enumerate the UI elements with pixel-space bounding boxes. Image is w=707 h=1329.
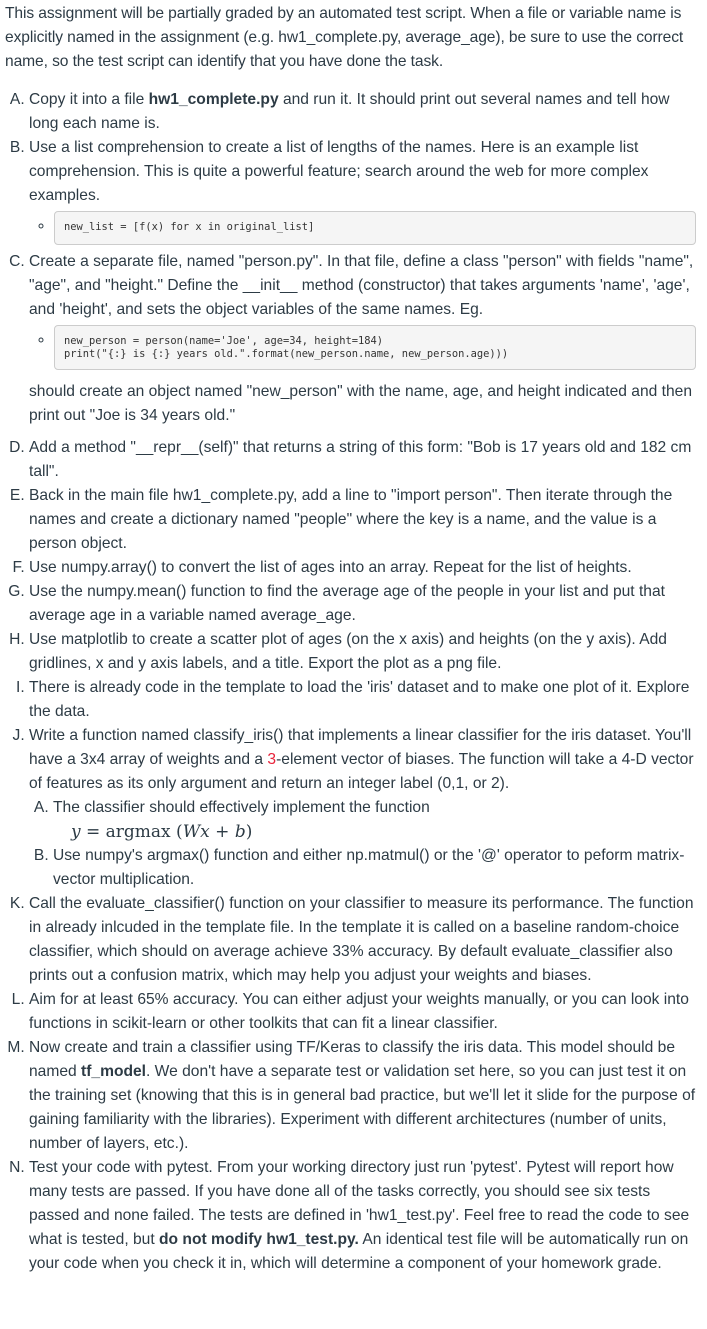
task-j-sub-b-text: Use numpy's argmax() function and either np.matmul() or the '@' operator to peform matrix-vector multiplication. bbox=[53, 847, 685, 888]
task-m bbox=[29, 1036, 696, 1156]
equation-argmax: = argmax ( bbox=[80, 822, 183, 842]
task-e bbox=[29, 484, 696, 556]
equation-y: y bbox=[71, 822, 81, 842]
task-j-text-post: -element vector of biases. The function will take a 4-D vector of features as its only argument and return an integer label (0,1, or 2). bbox=[29, 751, 694, 792]
equation-b: b bbox=[234, 822, 246, 842]
task-j-sub-a bbox=[53, 796, 696, 844]
task-j-sub-b bbox=[53, 844, 696, 892]
task-i-text: There is already code in the template to load the 'iris' dataset and to make one plot of it. Explore the data. bbox=[29, 679, 690, 720]
task-h bbox=[29, 628, 696, 676]
task-c-code-item bbox=[54, 325, 696, 370]
task-c-code-block: ◦ new_person = person(name='Joe', age=34, height=184) print("{:} is {:} years old.".format(new_person.name, new_person.age))) bbox=[54, 325, 696, 370]
task-a-text-pre: Copy it into a file bbox=[29, 91, 149, 108]
task-a-text-post: and run it. It should print out several names and tell how long each name is. bbox=[29, 91, 670, 132]
equation-wx: Wx bbox=[182, 822, 210, 842]
task-n-warning: do not modify hw1_test.py. bbox=[159, 1231, 359, 1248]
task-d bbox=[29, 436, 696, 484]
task-c-code-list bbox=[29, 325, 696, 370]
task-c bbox=[29, 250, 696, 428]
task-k bbox=[29, 892, 696, 988]
task-b-code-block: ◦ new_list = [f(x) for x in original_list] bbox=[54, 211, 696, 245]
task-n bbox=[29, 1156, 696, 1276]
task-j-sub-a-text: The classifier should effectively implement the function bbox=[53, 799, 430, 816]
task-b-code-list bbox=[29, 211, 696, 245]
task-i bbox=[29, 676, 696, 724]
task-n-text-pre: Test your code with pytest. From your working directory just run 'pytest'. Pytest will report how many tests are passed. If you have done all of the tasks correctly, you should see six tests passed and none failed. The tests are defined in 'hw1_test.py'. Feel free to read the code to see what is tested, but bbox=[29, 1159, 690, 1248]
task-m-model-name: tf_model bbox=[81, 1063, 146, 1080]
task-h-text: Use matplotlib to create a scatter plot of ages (on the x axis) and heights (on the y axis). Add gridlines, x and y axis labels, and a title. Export the plot as a png file. bbox=[29, 631, 667, 672]
task-m-text-post: . We don't have a separate test or validation set here, so you can just test it on the training set (knowing that this is in general bad practice, but we'll let it slide for the purpose of gaining familiarity with the libraries). Experiment with different architectures (number of units, number of layers, etc.). bbox=[29, 1063, 696, 1152]
task-l bbox=[29, 988, 696, 1036]
task-c-followup: should create an object named "new_person" with the name, age, and height indicated and then print out "Joe is 34 years old." bbox=[29, 383, 693, 424]
task-g-text: Use the numpy.mean() function to find the average age of the people in your list and put that average age in a variable named average_age. bbox=[29, 583, 665, 624]
intro-paragraph: This assignment will be partially graded by an automated test script. When a file or variable name is explicitly named in the assignment (e.g. hw1_complete.py, average_age), be sure to use the correct name, so the test script can identify that you have done the task. bbox=[5, 5, 684, 70]
assignment-page bbox=[0, 2, 707, 1276]
task-k-text: Call the evaluate_classifier() function on your classifier to measure its performance. The function in already inlcuded in the template file. In the template it is called on a baseline random-choice classifier, which should on average achieve 33% accuracy. By default evaluate_classifier also prints out a confusion matrix, which may help you adjust your weights and biases. bbox=[29, 895, 694, 984]
task-d-text: Add a method "__repr__(self)" that returns a string of this form: "Bob is 17 years old and 182 cm tall". bbox=[29, 439, 692, 480]
task-j-text-pre: Write a function named classify_iris() that implements a linear classifier for the iris dataset. You'll have a 3x4 array of weights and a bbox=[29, 727, 692, 768]
task-a-filename: hw1_complete.py bbox=[148, 91, 279, 108]
task-a bbox=[29, 88, 696, 136]
task-b bbox=[29, 136, 696, 245]
task-list bbox=[0, 88, 696, 1276]
task-f-text: Use numpy.array() to convert the list of ages into an array. Repeat for the list of heights. bbox=[29, 559, 632, 576]
task-g bbox=[29, 580, 696, 628]
classifier-equation bbox=[71, 820, 696, 844]
task-b-text: Use a list comprehension to create a list of lengths of the names. Here is an example list comprehension. This is quite a powerful feature; search around the web for more complex examples. bbox=[29, 139, 649, 204]
task-c-text: Create a separate file, named "person.py". In that file, define a class "person" with fields "name", "age", and "height." Define the __init__ method (constructor) that takes arguments 'name', 'age', and 'height', and sets the object variables of the same names. Eg. bbox=[29, 253, 694, 318]
task-m-text-pre: Now create and train a classifier using TF/Keras to classify the iris data. This model should be named bbox=[29, 1039, 675, 1080]
equation-plus: + bbox=[209, 822, 235, 842]
task-j-sublist bbox=[29, 796, 696, 892]
task-f bbox=[29, 556, 696, 580]
equation-close: ) bbox=[245, 822, 253, 842]
task-j bbox=[29, 724, 696, 892]
task-j-highlight: 3 bbox=[267, 751, 277, 768]
task-b-code-item bbox=[54, 211, 696, 245]
task-l-text: Aim for at least 65% accuracy. You can either adjust your weights manually, or you can look into functions in scikit-learn or other toolkits that can fit a linear classifier. bbox=[29, 991, 689, 1032]
task-n-text-post: An identical test file will be automatically run on your code when you check it in, which will determine a component of your homework grade. bbox=[29, 1231, 689, 1272]
task-e-text: Back in the main file hw1_complete.py, add a line to "import person". Then iterate through the names and create a dictionary named "people" where the key is a name, and the value is a person object. bbox=[29, 487, 673, 552]
